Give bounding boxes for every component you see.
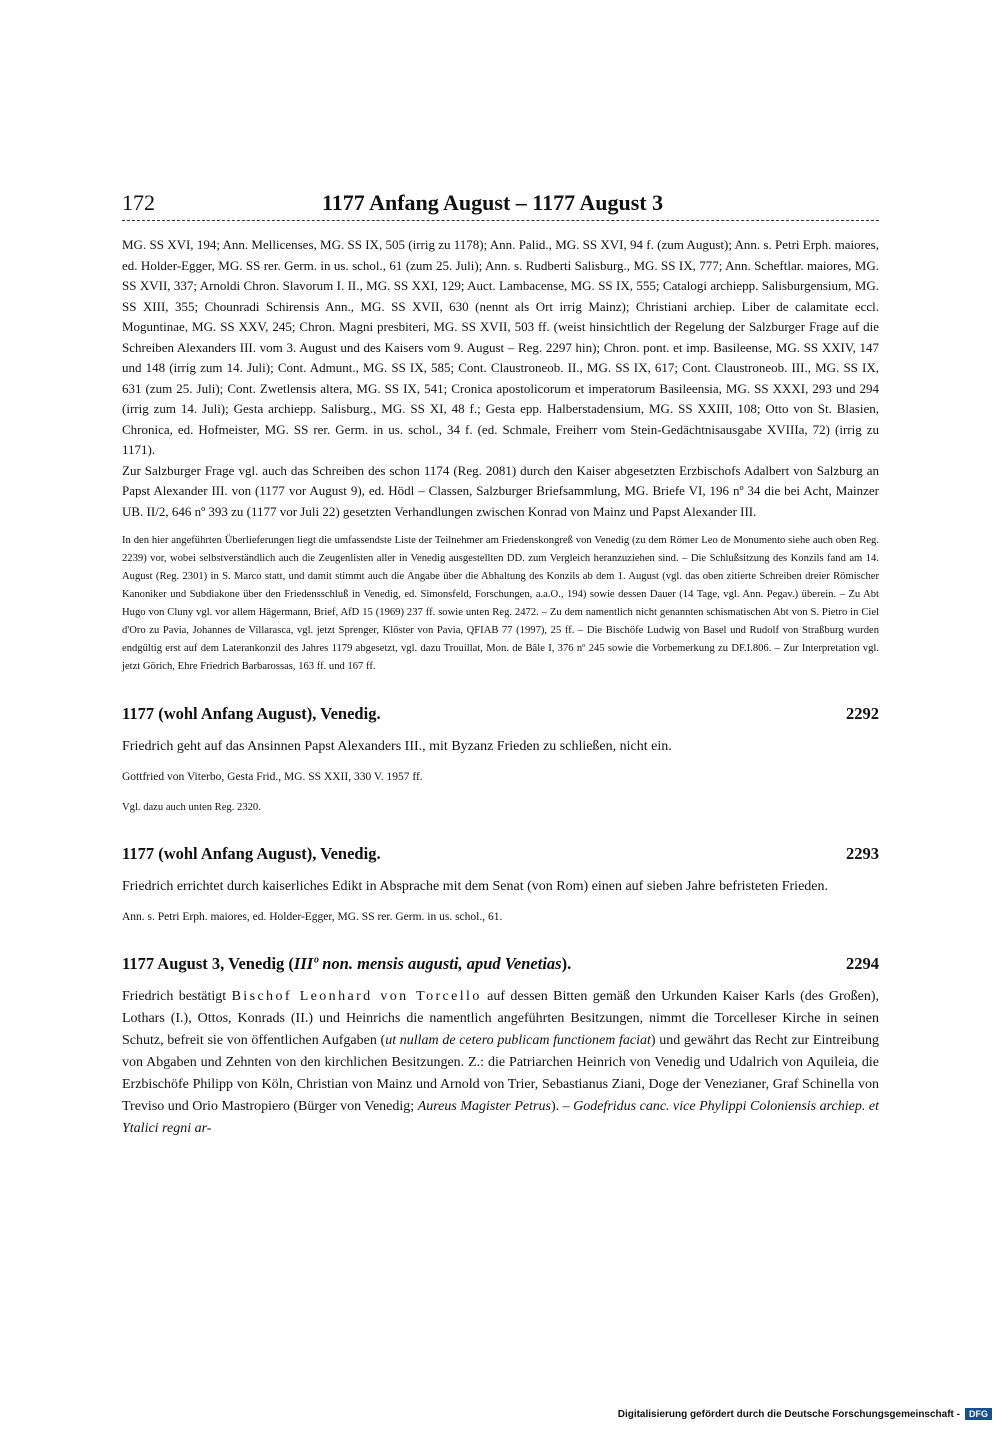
regest-2294 <box>122 954 879 1140</box>
digitization-footer <box>618 1408 992 1420</box>
commentary-paragraph: In den hier angeführten Überlieferungen liegt die umfassendste Liste der Teilnehmer am Friedenskongreß von Venedig (zu dem Römer Leo de Monumento siehe auch oben Reg. 2239) vor, wobei selbstverständlich auch die Zeugenlisten aller in Venedig ausgestellten DD. zum Vergleich heranzuziehen sind. – Die Schlußsitzung des Konzils fand am 14. August (Reg. 2301) in S. Marco statt, und damit stimmt auch die Angabe über die Abhaltung des Konzils ab dem 1. August (vgl. das oben zitierte Schreiben dreier Römischer Kanoniker und Subdiakone über den Friedensschluß in Venedig, ed. Simonsfeld, Forschungen, a.a.O., 194) sowie dessen Dauer (14 Tage, vgl. Ann. Pegav.) überein. – Zu Abt Hugo von Cluny vgl. vor allem Hägermann, Brief, AfD 15 (1969) 237 ff. sowie unten Reg. 2472. – Zu dem namentlich nicht genannten schismatischen Abt von S. Pietro in Ciel d'Oro zu Pavia, Johannes de Villarasca, vgl. jetzt Sprenger, Klöster von Pavia, QFIAB 77 (1997), 25 ff. – Die Bischöfe Ludwig von Basel und Rudolf von Straßburg wurden endgültig erst auf dem Laterankonzil des Jahres 1179 abgesetzt, vgl. dazu Trouillat, Mon. de Bâle I, 376 nº 245 sowie die Vorbemerkung zu DF.I.806. – Zur Interpretation vgl. jetzt Görich, Ehre Friedrich Barbarossas, 163 ff. und 167 ff. <box>122 535 879 672</box>
page-content <box>122 190 879 1140</box>
regest-heading <box>122 844 879 864</box>
regest-source: Gottfried von Viterbo, Gesta Frid., MG. SS XXII, 330 V. 1957 ff. <box>122 771 423 783</box>
regest-heading <box>122 954 879 974</box>
regest-2292 <box>122 704 879 816</box>
page-header <box>122 190 879 221</box>
regest-date-place: 1177 August 3, Venedig (IIIº non. mensis augusti, apud Venetias). <box>122 954 572 973</box>
page-number: 172 <box>122 190 155 215</box>
regest-number: 2293 <box>846 844 879 863</box>
regest-source: Ann. s. Petri Erph. maiores, ed. Holder-Egger, MG. SS rer. Germ. in us. schol., 61. <box>122 911 503 923</box>
regest-2293 <box>122 844 879 926</box>
dfg-logo: DFG <box>965 1408 992 1420</box>
regest-summary: Friedrich geht auf das Ansinnen Papst Alexanders III., mit Byzanz Frieden zu schließen, nicht ein. <box>122 739 672 754</box>
running-title: 1177 Anfang August – 1177 August 3 <box>322 190 664 215</box>
regest-note: Vgl. dazu auch unten Reg. 2320. <box>122 802 261 813</box>
regest-heading <box>122 704 879 724</box>
regest-date-place: 1177 (wohl Anfang August), Venedig. <box>122 704 381 723</box>
spaced-name: Bischof Leonhard von Torcello <box>231 989 482 1004</box>
regest-summary: Friedrich errichtet durch kaiserliches Edikt in Absprache mit dem Senat (von Rom) einen auf sieben Jahre befristeten Frieden. <box>122 879 828 894</box>
footer-text: Digitalisierung gefördert durch die Deutsche Forschungsgemeinschaft - <box>617 1408 960 1420</box>
sources-paragraph: MG. SS XVI, 194; Ann. Mellicenses, MG. SS IX, 505 (irrig zu 1178); Ann. Palid., MG. SS XVI, 94 f. (zum August); Ann. s. Petri Erph. maiores, ed. Holder-Egger, MG. SS rer. Germ. in us. schol., 61 (zum 25. Juli); Ann. s. Rudberti Salisburg., MG. SS IX, 777; Ann. Scheftlar. maiores, MG. SS XVII, 337; Arnoldi Chron. Slavorum I. II., MG. SS XXI, 129; Auct. Lambacense, MG. SS IX, 555; Catalogi archiepp. Salisburgensium, MG. SS XIII, 355; Chounradi Schirensis Ann., MG. SS XVII, 630 (nennt als Ort irrig Mainz); Christiani archiep. Liber de calamitate eccl. Moguntinae, MG. SS XXV, 245; Chron. Magni presbiteri, MG. SS XVII, 503 ff. (weist hinsichtlich der Regelung der Salzburger Frage auf die Schreiben Alexanders III. vom 3. August und des Kaisers vom 9. August – Reg. 2297 hin); Chron. pont. et imp. Basileense, MG. SS XXIV, 147 und 148 (irrig zum 14. Juli); Cont. Admunt., MG. SS IX, 585; Cont. Claustroneob. II., MG. SS IX, 617; Cont. Claustroneob. III., MG. SS IX, 631 (zum 25. Juli); Cont. Zwetlensis altera, MG. SS IX, 541; Cronica apostolicorum et imperatorum Basileensia, MG. SS XXXI, 293 und 294 (irrig zum 14. Juli); Gesta archiepp. Salisburg., MG. SS XI, 48 f.; Gesta epp. Halberstadensium, MG. SS XXIII, 108; Otto von St. Blasien, Chronica, ed. Hofmeister, MG. SS rer. Germ. in us. schol., 34 f. (ed. Schmale, Freiherr vom Stein-Gedächtnisausgabe XVIIIa, 72) (irrig zu 1171). <box>122 237 879 457</box>
regest-number: 2294 <box>846 954 879 973</box>
salzburg-paragraph: Zur Salzburger Frage vgl. auch das Schreiben des schon 1174 (Reg. 2081) durch den Kaiser abgesetzten Erzbischofs Adalbert von Salzburg an Papst Alexander III. von (1177 vor August 9), ed. Hödl – Classen, Salzburger Briefsammlung, MG. Briefe VI, 196 nº 34 die bei Acht, Mainzer UB. II/2, 646 nº 393 zu (1177 vor Juli 22) gesetzten Verhandlungen zwischen Konrad von Mainz und Papst Alexander III. <box>122 462 879 519</box>
regest-date-place: 1177 (wohl Anfang August), Venedig. <box>122 844 381 863</box>
regest-number: 2292 <box>846 704 879 723</box>
regest-text: Friedrich bestätigt Bischof Leonhard von Torcello auf dessen Bitten gemäß den Urkunden Kaiser Karls (des Großen), Lothars (I.), Ottos, Konrads (II.) und Heinrichs die namentlich angeführten Besitzungen, nimmt die Torcelleser Kirche in seinen Schutz, befreit sie von öffentlichen Aufgaben (ut nullam de cetero publicam functionem faciat) und gewährt das Recht zur Eintreibung von Abgaben und Zehnten von den kirchlichen Besitzungen. Z.: die Patriarchen Heinrich von Venedig und Udalrich von Aquileia, die Erzbischöfe Philipp von Köln, Christian von Mainz und Arnold von Trier, Sebastianus Ziani, Doge der Venezianer, Graf Schinella von Treviso und Orio Mastropiero (Bürger von Venedig; Aureus Magister Petrus). – Godefridus canc. vice Phylippi Coloniensis archiep. et Ytalici regni ar- <box>122 989 880 1136</box>
